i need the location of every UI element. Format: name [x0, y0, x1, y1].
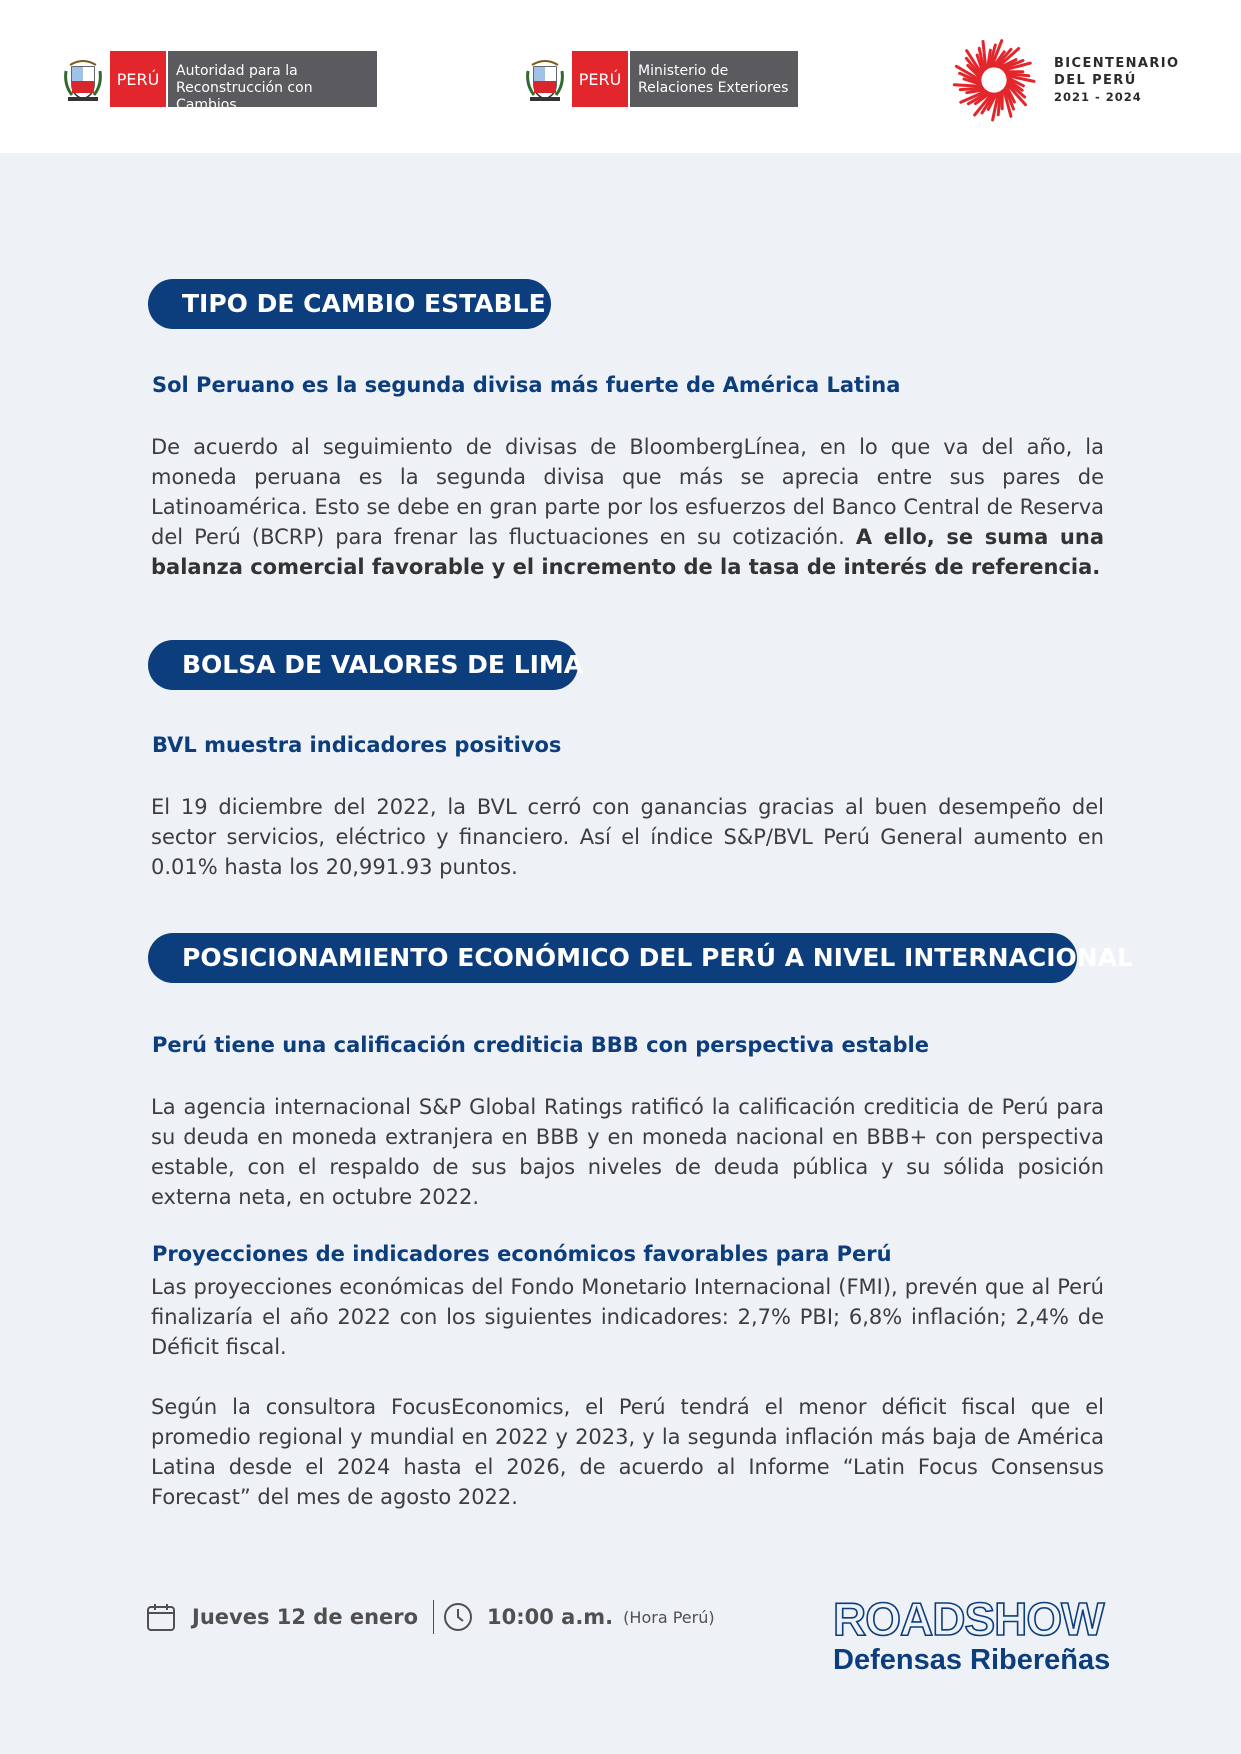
arcc-logo	[62, 51, 377, 113]
peru-label: PERÚ	[572, 51, 628, 107]
section-paragraph: De acuerdo al seguimiento de divisas de BloombergLínea, en lo que va del año, la moneda peruana es la segunda divisa que más se aprecia entre sus pares de Latinoamérica. Esto se debe en gran parte por los esfuerzos del Banco Central de Reserva del Perú (BCRP) para frenar las fluctuaciones en su cotización. A ello, se suma una balanza comercial favorable y el incremento de la tasa de interés de referencia.	[151, 435, 1104, 579]
burst-ray	[960, 88, 982, 89]
peru-coat-of-arms-icon	[62, 51, 104, 107]
event-date	[146, 1602, 418, 1632]
section-pill-bolsa-de-valores: BOLSA DE VALORES DE LIMA	[148, 640, 578, 690]
event-timezone: (Hora Perú)	[623, 1607, 715, 1627]
roadshow-subtitle: Defensas Ribereñas	[833, 1644, 1111, 1676]
footer-divider	[433, 1600, 434, 1634]
section-subhead: Proyecciones de indicadores económicos favorables para Perú	[152, 1242, 892, 1266]
page-header	[0, 0, 1241, 153]
event-date-text: Jueves 12 de enero	[192, 1605, 419, 1629]
roadshow-title: ROADSHOW	[833, 1593, 1104, 1645]
section-pill-tipo-de-cambio: TIPO DE CAMBIO ESTABLE	[148, 279, 551, 329]
event-time	[443, 1602, 715, 1632]
section-paragraph: El 19 diciembre del 2022, la BVL cerró con ganancias gracias al buen desempeño del sector servicios, eléctrico y financiero. Así el índice S&P/BVL Perú General aumento en 0.01% hasta los 20,991.93 puntos.	[151, 795, 1104, 879]
section-paragraph: Las proyecciones económicas del Fondo Monetario Internacional (FMI), prevén que al Perú finalizaría el año 2022 con los siguientes indicadores: 2,7% PBI; 6,8% inflación; 2,4% de Déficit fiscal.	[151, 1275, 1104, 1359]
peru-coat-of-arms-icon	[524, 51, 566, 107]
section-subhead: Sol Peruano es la segunda divisa más fuerte de América Latina	[152, 373, 901, 397]
section-paragraph: La agencia internacional S&P Global Ratings ratificó la calificación crediticia de Perú para su deuda en moneda extranjera en BBB y en moneda nacional en BBB+ con perspectiva estable, con el respaldo de sus bajos niveles de deuda pública y su sólida posición externa neta, en octubre 2022.	[151, 1095, 1104, 1209]
section-paragraph: Según la consultora FocusEconomics, el Perú tendrá el menor déficit fiscal que el promedio regional y mundial en 2022 y 2023, y la segunda inflación más baja de América Latina desde el 2024 hasta el 2026, de acuerdo al Informe “Latin Focus Consensus Forecast” del mes de agosto 2022.	[151, 1395, 1104, 1509]
peru-label: PERÚ	[110, 51, 166, 107]
section-subhead: BVL muestra indicadores positivos	[152, 733, 562, 757]
event-time-text: 10:00 a.m.	[487, 1605, 614, 1629]
rree-logo	[524, 51, 798, 107]
arcc-entity-name: Autoridad para la Reconstrucción con Cambios	[168, 51, 377, 107]
calendar-icon	[146, 1602, 176, 1632]
clock-icon	[443, 1602, 473, 1632]
section-subhead: Perú tiene una calificación crediticia BBB con perspectiva estable	[152, 1033, 929, 1057]
burst-ray	[954, 85, 981, 87]
rree-entity-name: Ministerio de Relaciones Exteriores	[630, 51, 798, 107]
section-pill-posicionamiento: POSICIONAMIENTO ECONÓMICO DEL PERÚ A NIVEL INTERNACIONAL	[148, 933, 1077, 983]
bicentenario-text: BICENTENARIO DEL PERÚ 2021 - 2024	[1054, 56, 1180, 104]
